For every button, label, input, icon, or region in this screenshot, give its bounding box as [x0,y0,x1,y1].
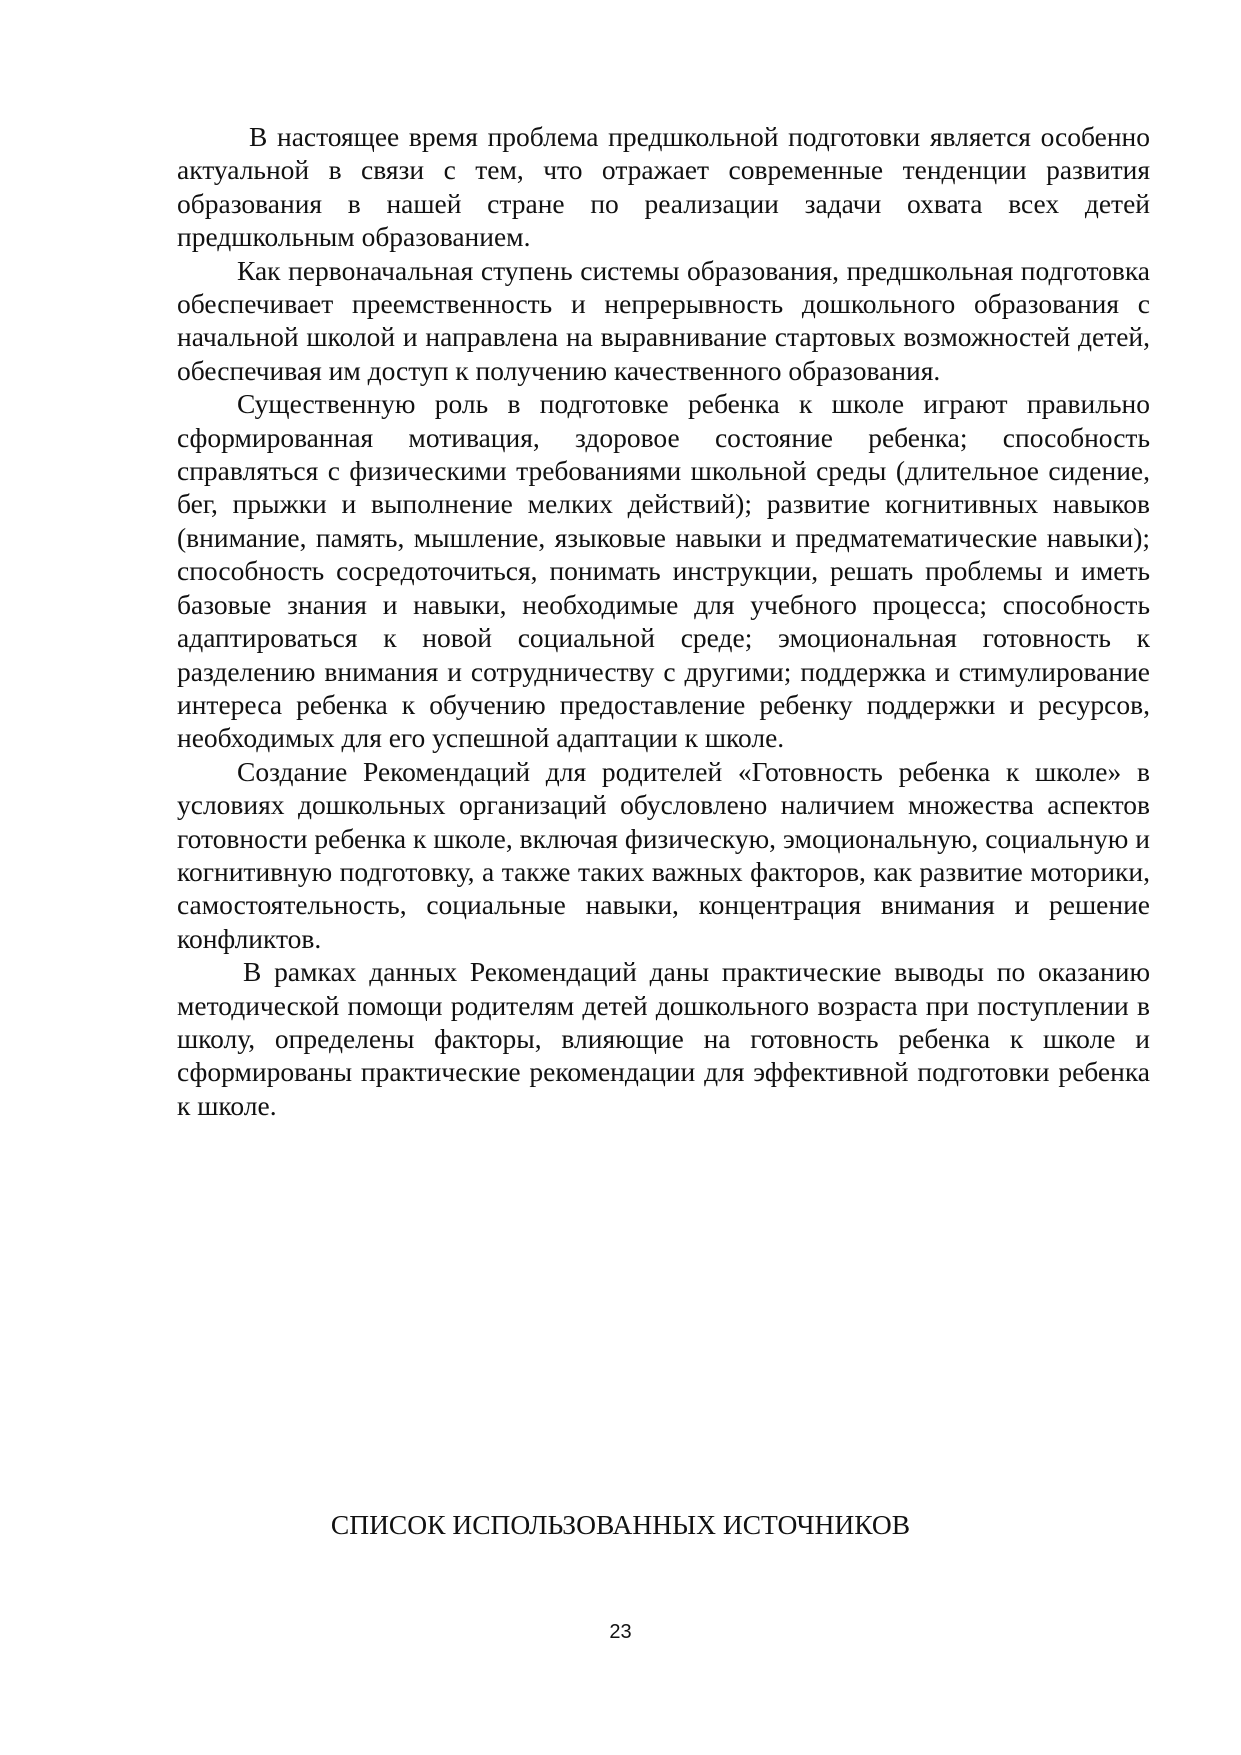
paragraph-5: В рамках данных Рекомендаций даны практические выводы по оказанию методической помощи родителям детей дошкольного возраста при поступлении в школу, определены факторы, влияющие на готовность ребенка к школе и сформированы практические рекомендации для эффективной подготовки ребенка к школе. [177,956,1150,1121]
paragraph-4: Создание Рекомендаций для родителей «Готовность ребенка к школе» в условиях дошкольных организаций обусловлено наличием множества аспектов готовности ребенка к школе, включая физическую, эмоциональную, социальную и когнитивную подготовку, а также таких важных факторов, как развитие моторики, самостоятельность, социальные навыки, концентрация внимания и решение конфликтов. [177,755,1150,954]
paragraph-1: В настоящее время проблема предшкольной подготовки является особенно актуальной в связи с тем, что отражает современные тенденции развития образования в нашей стране по реализации задачи охвата всех детей предшкольным образованием. [177,121,1150,253]
paragraph-3: Существенную роль в подготовке ребенка к школе играют правильно сформированная мотивация, здоровое состояние ребенка; способность справляться с физическими требованиями школьной среды (длительное сидение, бег, прыжки и выполнение мелких действий); развитие когнитивных навыков (внимание, память, мышление, языковые навыки и предматематические навыки); способность сосредоточиться, понимать инструкции, решать проблемы и иметь базовые знания и навыки, необходимые для учебного процесса; способность адаптироваться к новой социальной среде; эмоциональная готовность к разделению внимания и сотрудничеству с другими; поддержка и стимулирование интереса ребенка к обучению предоставление ребенку поддержки и ресурсов, необходимых для его успешной адаптации к школе. [177,388,1150,754]
body-text [177,120,1150,1122]
paragraph-2: Как первоначальная ступень системы образования, предшкольная подготовка обеспечивает преемственность и непрерывность дошкольного образования с начальной школой и направлена на выравнивание стартовых возможностей детей, обеспечивая им доступ к получению качественного образования. [177,254,1150,386]
references-heading: СПИСОК ИСПОЛЬЗОВАННЫХ ИСТОЧНИКОВ [330,1509,911,1540]
page-number: 23 [609,1621,632,1643]
